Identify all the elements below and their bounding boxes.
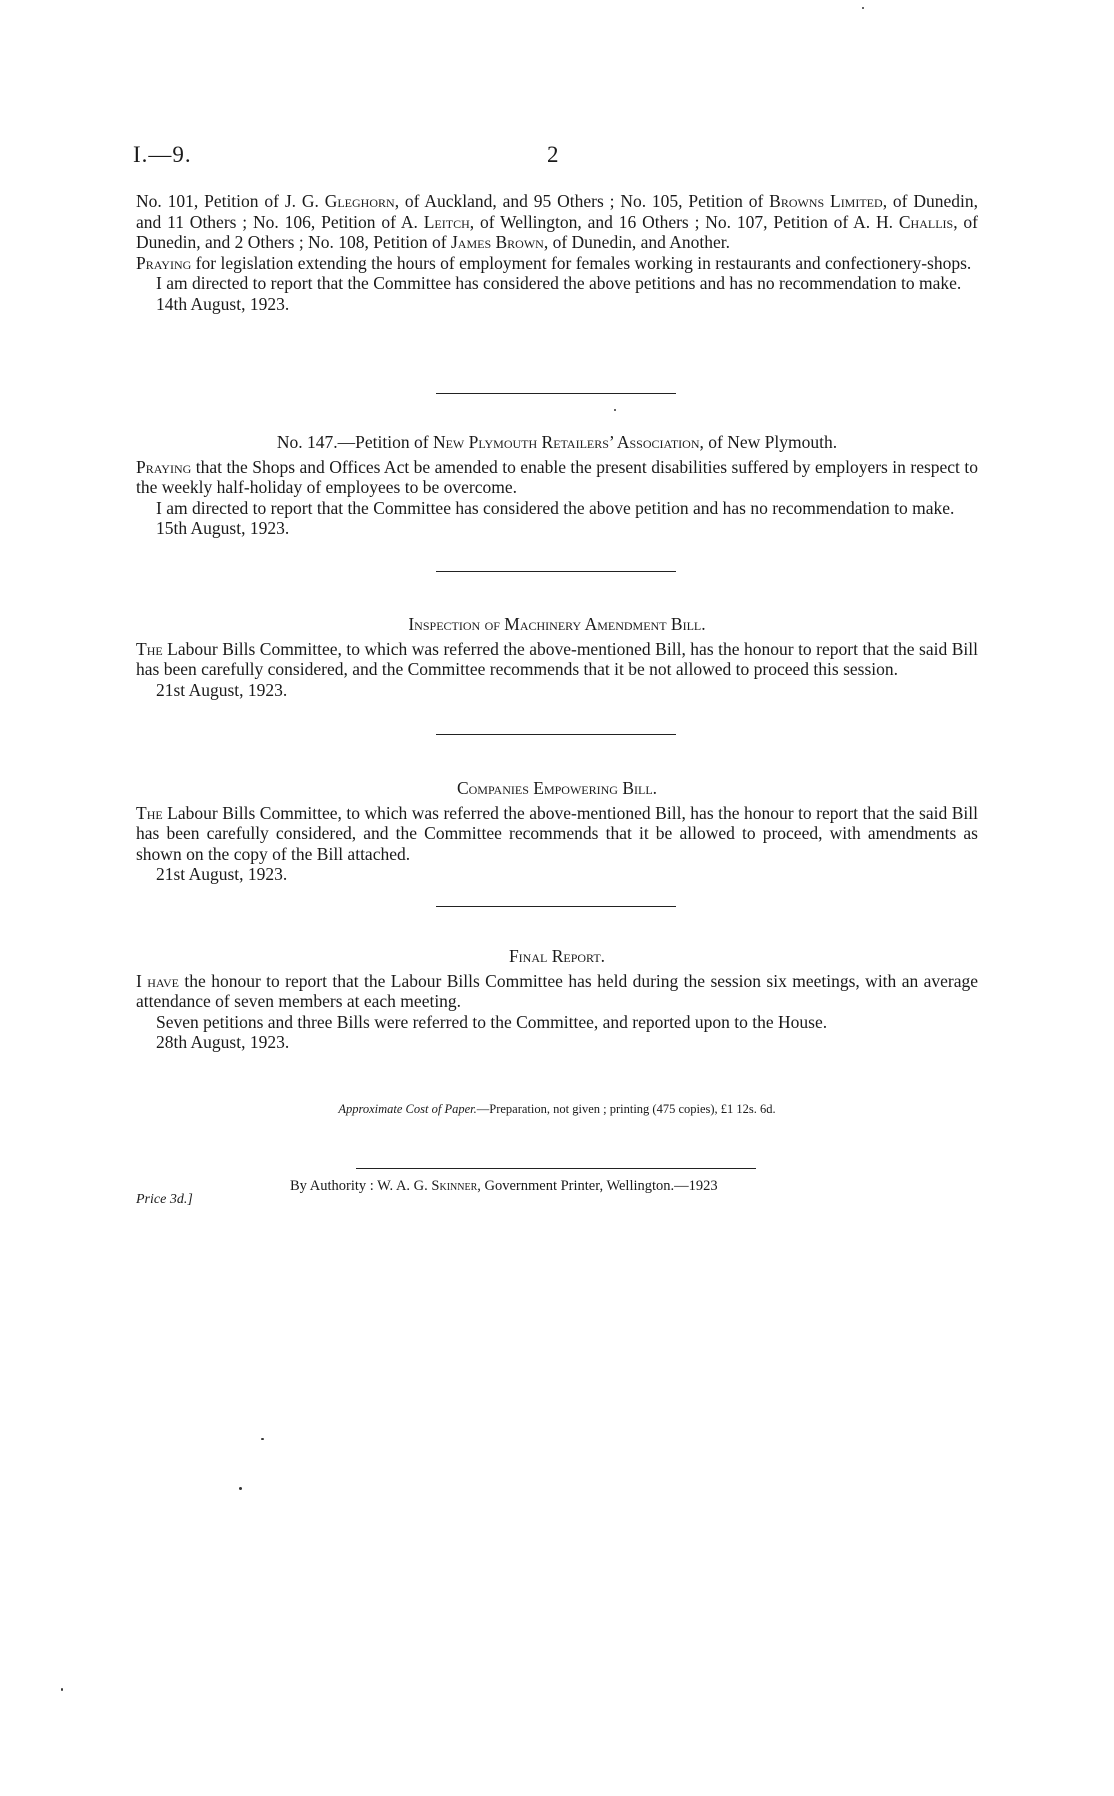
scan-speck bbox=[61, 1688, 63, 1691]
report-date: 28th August, 1923. bbox=[156, 1032, 290, 1052]
scan-speck bbox=[261, 1438, 264, 1440]
printer-authority: By Authority : W. A. G. Skinner, Government Printer, Wellington.—1923 bbox=[290, 1178, 718, 1194]
scan-speck bbox=[239, 1487, 242, 1490]
footer-rule bbox=[356, 1168, 756, 1169]
section-divider bbox=[436, 571, 676, 572]
report-paragraph: I am directed to report that the Committee has considered the above petition and has no recommendation to make. bbox=[156, 497, 955, 518]
section-heading: Final Report. bbox=[508, 946, 606, 966]
cost-of-paper-note: Approximate Cost of Paper.—Preparation, not given ; printing (475 copies), £1 12s. 6d. bbox=[338, 1102, 776, 1116]
report-date: 21st August, 1923. bbox=[156, 864, 288, 884]
praying-paragraph: Praying for legislation extending the hours of employment for females working in restaurants and confectionery-shops. bbox=[136, 252, 972, 273]
report-paragraph: I have the honour to report that the Labour Bills Committee has held during the session six meetings, with an average attendance of seven members at each meeting. bbox=[136, 970, 979, 1011]
report-paragraph: I am directed to report that the Committee has considered the above petitions and has no recommendation to make. bbox=[156, 273, 962, 293]
section-heading: Companies Empowering Bill. bbox=[456, 778, 658, 798]
scan-speck bbox=[862, 7, 864, 9]
report-paragraph: The Labour Bills Committee, to which was referred the above-mentioned Bill, has the honour to report that the said Bill has been carefully considered, and the Committee recommends that it be allowed to proceed, with amendments as shown on the copy of the Bill attached. bbox=[136, 802, 978, 864]
scan-speck bbox=[614, 409, 616, 411]
praying-paragraph: Praying that the Shops and Offices Act be amended to enable the present disabilities suffered by employers in respect to the weekly half-holiday of employees to be overcome. bbox=[136, 456, 978, 497]
price-note: Price 3d.] bbox=[136, 1192, 193, 1207]
petitions-list: No. 101, Petition of J. G. Gleghorn, of Auckland, and 95 Others ; No. 105, Petition of Browns Limited, of Dunedin, and 11 Others ; No. 106, Petition of A. Leitch, of Wellington, and 16 Others ; No. 107, Petition of A. H. Challis, of Dunedin, and 2 Others ; No. 108, Petition of James Brown, of Dunedin, and Another. bbox=[136, 191, 979, 252]
report-date: 21st August, 1923. bbox=[156, 679, 288, 700]
section-heading: No. 147.—Petition of New Plymouth Retailers’ Association, of New Plymouth. bbox=[276, 432, 838, 452]
section-divider bbox=[436, 906, 676, 907]
section-heading: Inspection of Machinery Amendment Bill. bbox=[408, 614, 706, 634]
section-divider bbox=[436, 734, 676, 735]
report-date: 14th August, 1923. bbox=[156, 293, 290, 314]
report-date: 15th August, 1923. bbox=[156, 518, 290, 538]
report-paragraph: The Labour Bills Committee, to which was referred the above-mentioned Bill, has the honour to report that the said Bill has been carefully considered, and the Committee recommends that it be not allowed to proceed this session. bbox=[136, 638, 978, 679]
page-number: 2 bbox=[547, 142, 559, 167]
machinery-bill-section bbox=[136, 614, 978, 700]
petition-147-section bbox=[136, 432, 978, 539]
final-report-section bbox=[136, 946, 978, 1053]
report-paragraph-2: Seven petitions and three Bills were referred to the Committee, and reported upon to the House. bbox=[156, 1011, 828, 1032]
petitions-101-108-section bbox=[136, 191, 978, 314]
paper-reference: I.—9. bbox=[133, 142, 192, 167]
section-divider bbox=[436, 393, 676, 394]
companies-bill-section bbox=[136, 778, 978, 885]
